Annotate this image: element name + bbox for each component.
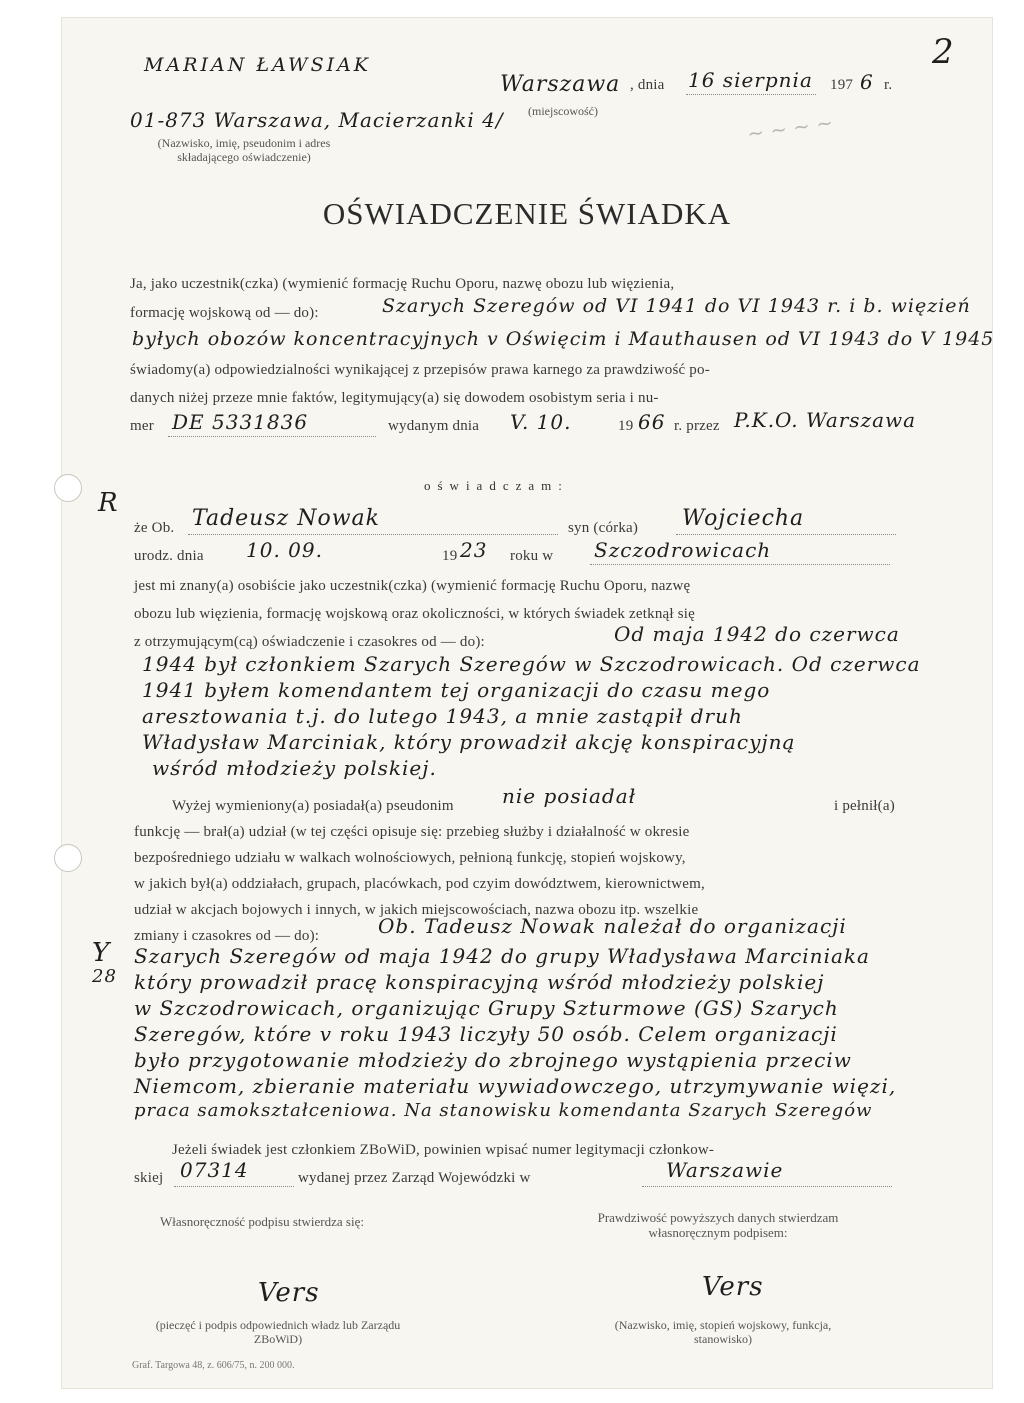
known-line-1: jest mi znany(a) osobiście jako uczestnik(czka) (wymienić formację Ruchu Oporu, nazwę [134,578,691,594]
id-series: DE [172,410,205,434]
born-place: Szczodrowicach [594,538,772,562]
pseudonym: nie posiadał [502,784,637,808]
known-line-3: z otrzymującym(cą) oświadczenie i czasokres od — do): [134,634,485,650]
activity-hand-line-2: który prowadził pracę konspiracyjną wśród młodzieży polskiej [134,970,825,994]
zbowid-city-line [642,1186,892,1187]
born-label: urodz. dnia [134,548,204,564]
born-date: 10. 09. [246,538,323,562]
activity-line-3: bezpośredniego udziału w walkach wolnościowych, pełnioną funkcję, stopień wojskowy, [134,850,686,866]
pencil-scribble: ~ ~ ~ ~ [745,110,835,146]
place-field: Warszawa [500,72,621,97]
father-line [676,534,896,535]
activity-hand-line-5: było przygotowanie młodzieży do zbrojnego wystąpienia przeciw [134,1048,852,1072]
activity-line-1: Wyżej wymieniony(a) posiadał(a) pseudonim [172,798,454,814]
born-year: 23 [460,538,488,562]
intro-line-4: świadomy(a) odpowiedzialności wynikającej z przepisów prawa karnego za prawdziwość po- [130,362,710,378]
zbowid-line-2-a: skiej [134,1170,164,1186]
punch-hole-top [54,474,82,502]
father-name: Wojciecha [682,506,805,531]
son-label: syn (córka) [568,520,639,536]
issued-year: 66 [638,410,666,434]
born-year-prefix: 19 [442,548,458,564]
intro-camps-hand: byłych obozów koncentracyjnych v Oświęcim i Mauthausen od VI 1943 do V 1945 [132,328,995,350]
intro-line-2: formację wojskową od — do): [130,305,319,321]
activity-line-4: w jakich był(a) oddziałach, grupach, placówkach, pod czyim dowództwem, kierownictwem, [134,876,705,892]
activity-line-1-end: i pełnił(a) [834,798,895,814]
activity-hand-line-7: praca samokształceniowa. Na stanowisku komendanta Szarych Szeregów [134,1100,873,1121]
issued-date: V. 10. [510,410,572,434]
margin-mark-y: Y [92,938,111,968]
print-note: Graf. Targowa 48, z. 606/75, n. 200 000. [132,1360,295,1371]
subject-hand-line-4: Władysław Marciniak, który prowadził akcję konspiracyjną [142,730,796,754]
activity-line-6: zmiany i czasokres od — do): [134,928,320,944]
issued-year-prefix: 19 [618,418,634,434]
born-place-label: roku w [510,548,554,564]
declare-heading: oświadczam: [424,478,569,493]
right-signature-heading: Prawdziwość powyższych danych stwierdzam własnoręcznym podpisem: [597,1210,839,1240]
author-address: 01-873 Warszawa, Macierzanki 4/ [130,108,504,132]
intro-units-hand: Szarych Szeregów od VI 1941 do VI 1943 r. i b. więzień [382,295,971,317]
left-signature-heading: Własnoręczność podpisu stwierdza się: [160,1214,364,1229]
date-prefix: , dnia [630,77,665,93]
subject-hand-line-1: 1944 był członkiem Szarych Szeregów w Szczodrowicach. Od czerwca [142,652,921,676]
id-number: 5331836 [212,410,309,434]
date-line [686,94,816,95]
margin-mark-28: 28 [92,966,117,987]
issued-label: wydanym dnia [388,418,480,434]
document-title: OŚWIADCZENIE ŚWIADKA [322,196,732,231]
ze-ob-label: że Ob. [134,520,175,536]
zbowid-city: Warszawie [666,1158,784,1182]
activity-line-2: funkcję — brał(a) udział (w tej części opisuje się: przebieg służby i działalność w okresie [134,824,690,840]
year-suffix: r. [884,77,893,93]
page-number: 2 [932,32,955,72]
activity-hand-line-6: Niemcom, zbieranie materiału wywiadowczego, utrzymywanie więzi, [134,1074,897,1098]
activity-hand-line-3: w Szczodrowicach, organizując Grupy Szturmowe (GS) Szarych [134,996,839,1020]
intro-line-6: mer [130,418,154,434]
subject-hand-line-5: wśród młodzieży polskiej. [152,756,437,780]
intro-line-5: danych niżej przeze mnie faktów, legitymujący(a) się dowodem osobistym seria i nu- [130,390,659,406]
subject-name: Tadeusz Nowak [192,506,381,531]
author-name: MARIAN ŁAWSIAK [144,54,371,76]
zbowid-line-2-b: wydanej przez Zarząd Wojewódzki w [298,1170,531,1186]
subject-hand-line-2: 1941 byłem komendantem tej organizacji do czasu mego [142,678,771,702]
zbowid-number-line [174,1186,294,1187]
issued-by: P.K.O. Warszawa [734,408,917,432]
date-field: 16 sierpnia [688,68,813,92]
punch-hole-bottom [54,844,82,872]
activity-hand-first: Ob. Tadeusz Nowak należał do organizacji [378,914,847,938]
right-signature-caption: (Nazwisko, imię, stopień wojskowy, funkcja, stanowisko) [614,1318,832,1346]
subject-name-line [188,534,558,535]
margin-mark-r: R [98,488,119,518]
zbowid-number: 07314 [180,1158,249,1182]
born-place-line [590,564,890,565]
activity-hand-line-1: Szarych Szeregów od maja 1942 do grupy Władysława Marciniaka [134,944,870,968]
activity-hand-line-4: Szeregów, które v roku 1943 liczyły 50 osób. Celem organizacji [134,1022,838,1046]
place-caption: (miejscowość) [528,104,598,118]
left-signature: Vers [258,1278,320,1308]
id-line [168,436,376,437]
address-caption: (Nazwisko, imię, pseudonim i adres składającego oświadczenie) [157,136,331,164]
zbowid-line-1: Jeżeli świadek jest członkiem ZBoWiD, powinien wpisać numer legitymacji członkow- [172,1142,715,1158]
known-line-2: obozu lub więzienia, formację wojskową oraz okoliczności, w których świadek zetknął się [134,606,695,622]
intro-line-1: Ja, jako uczestnik(czka) (wymienić formację Ruchu Oporu, nazwę obozu lub więzienia, [130,276,675,292]
subject-hand-line-3: aresztowania t.j. do lutego 1943, a mnie zastąpił druh [142,704,743,728]
right-signature: Vers [702,1272,764,1302]
activity-line-5: udział w akcjach bojowych i innych, w jakich miejscowościach, nazwa obozu itp. wszelkie [134,902,699,918]
issued-by-label: r. przez [674,418,720,434]
year-prefix: 197 [830,77,854,93]
known-period-hand: Od maja 1942 do czerwca [614,622,900,646]
document-sheet [62,18,995,1388]
year-field: 6 [860,70,874,94]
left-signature-caption: (pieczęć i podpis odpowiednich władz lub Zarządu ZBoWiD) [155,1318,401,1346]
